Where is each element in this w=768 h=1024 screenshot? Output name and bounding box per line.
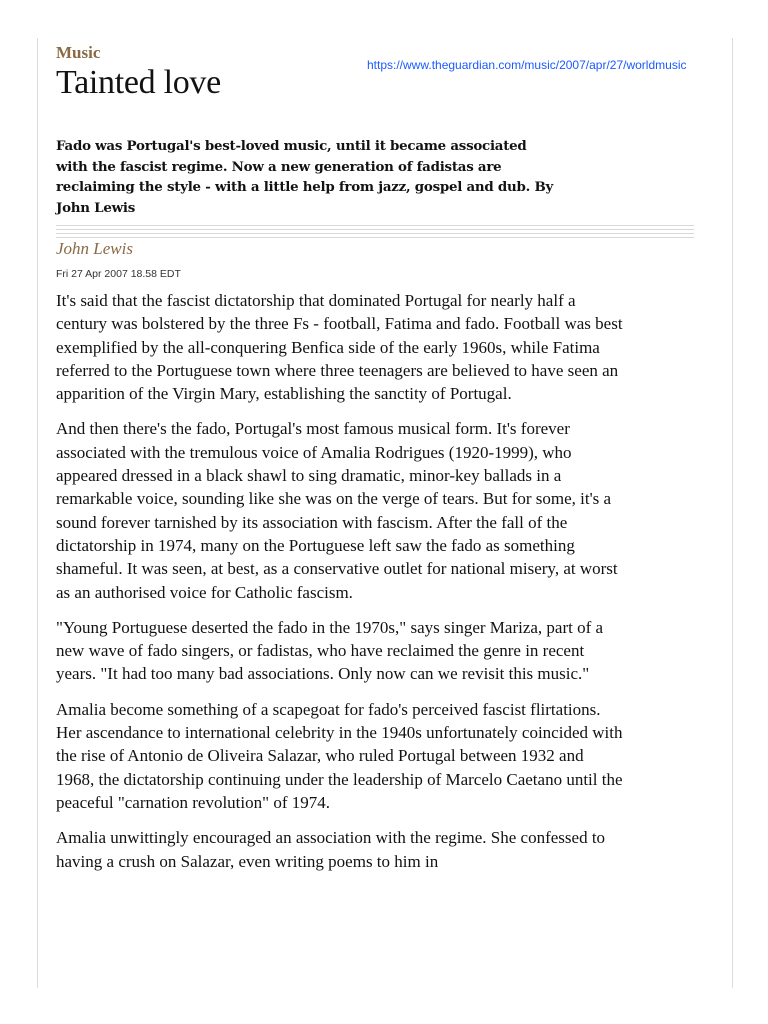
article-headline: Tainted love	[56, 64, 221, 101]
section-label[interactable]: Music	[56, 43, 101, 62]
page-right-border	[732, 38, 733, 988]
body-paragraph: It's said that the fascist dictatorship that dominated Portugal for nearly half a century was bolstered by the three Fs - football, Fatima and fado. Football was best exemplified by the all-conquering Benfica side of the early 1960s, while Fatima referred to the Portuguese town where three teenagers are believed to have seen an apparition of the Virgin Mary, establishing the sanctity of Portugal.	[56, 291, 623, 404]
body-paragraph: Amalia become something of a scapegoat for fado's perceived fascist flirtations. Her ascendance to international celebrity in the 1940s unfortunately coincided with the rise of Antonio de Oliveira Salazar, who ruled Portugal between 1932 and 1968, the dictatorship continuing under the leadership of Marcelo Caetano until the peaceful "carnation revolution" of 1974.	[56, 699, 623, 812]
source-url-link[interactable]: https://www.theguardian.com/music/2007/apr/27/worldmusic	[367, 58, 687, 72]
page-left-border	[37, 38, 38, 988]
body-paragraph: "Young Portuguese deserted the fado in the 1970s," says singer Mariza, part of a new wave of fado singers, or fadistas, who have reclaimed the genre in recent years. "It had too many bad associations. Only now can we revisit this music."	[56, 617, 604, 684]
article-standfirst: Fado was Portugal's best-loved music, until it became associated with the fascist regime. Now a new generation of fadistas are reclaiming the style - with a little help from jazz, gospel and dub. By John Lewis	[56, 138, 554, 216]
article-body	[56, 289, 626, 885]
author-byline[interactable]: John Lewis	[56, 239, 133, 258]
header-divider	[56, 225, 694, 241]
publish-date: Fri 27 Apr 2007 18.58 EDT	[56, 268, 181, 280]
body-paragraph: Amalia unwittingly encouraged an association with the regime. She confessed to having a crush on Salazar, even writing poems to him in	[56, 828, 606, 871]
body-paragraph: And then there's the fado, Portugal's most famous musical form. It's forever associated with the tremulous voice of Amalia Rodrigues (1920-1999), who appeared dressed in a black shawl to sing dramatic, minor-key ballads in a remarkable voice, sounding like she was on the verge of tears. But for some, it's a sound forever tarnished by its association with fascism. After the fall of the dictatorship in 1974, many on the Portuguese left saw the fado as something shameful. It was seen, at best, as a conservative outlet for national misery, at worst as an authorised voice for Catholic fascism.	[56, 419, 618, 602]
